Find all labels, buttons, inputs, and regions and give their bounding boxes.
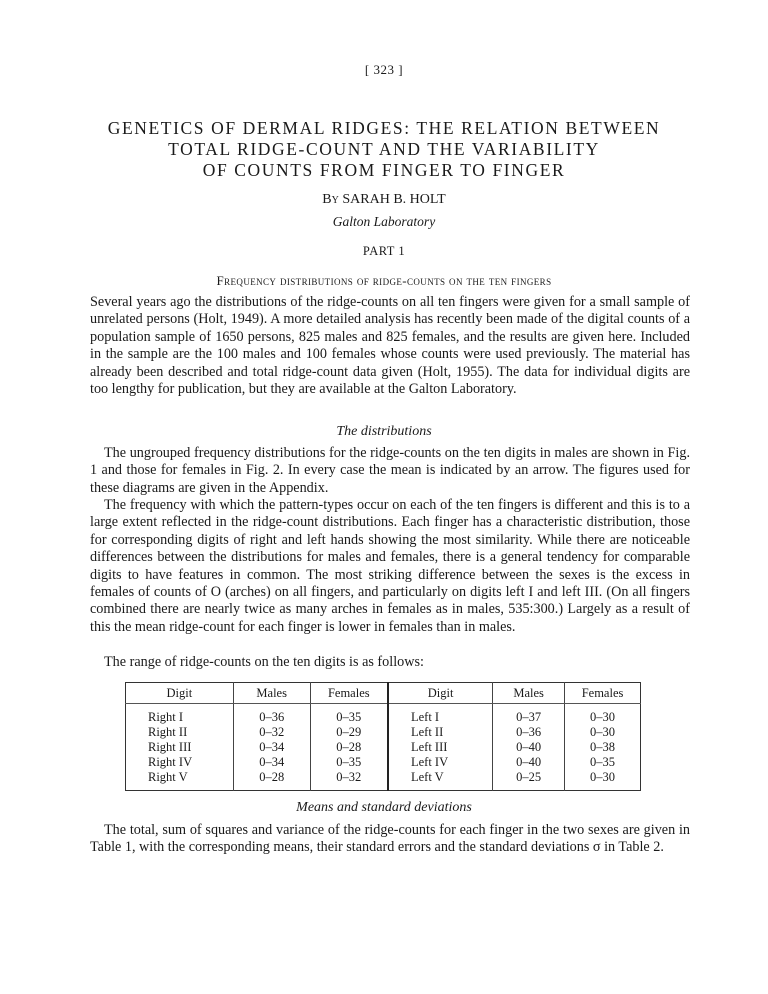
header-digit-left: Digit (388, 683, 493, 704)
left-males-column (493, 704, 565, 791)
subheading-means: Means and standard deviations (296, 800, 472, 815)
title-line-3: OF COUNTS FROM FINGER TO FINGER (202, 160, 566, 180)
right-females-column (310, 704, 388, 791)
right-digits-column (126, 704, 234, 791)
ridge-count-range-table (125, 682, 641, 791)
article-title (0, 118, 768, 181)
digit-label: Right II (148, 725, 188, 739)
range-value: 0–29 (336, 725, 362, 739)
part-label: PART 1 (362, 244, 406, 258)
digit-label: Right III (148, 740, 192, 754)
table-header-row (126, 683, 641, 704)
header-males-left: Males (493, 683, 565, 704)
range-value: 0–28 (336, 740, 362, 754)
left-digits-column (388, 704, 493, 791)
header-females-left: Females (565, 683, 641, 704)
range-intro: The range of ridge-counts on the ten digits is as follows: (104, 654, 424, 670)
section-heading: Frequency distributions of ridge-counts on the ten fingers (216, 273, 552, 288)
header-digit-right: Digit (126, 683, 234, 704)
digit-label: Right I (148, 710, 184, 724)
header-males-right: Males (233, 683, 310, 704)
range-value: 0–40 (516, 740, 542, 754)
header-females-right: Females (310, 683, 388, 704)
distributions-paragraph-2: The frequency with which the pattern-types occur on each of the ten fingers is different and this is to a large extent reflected in the ridge-count distributions. Each finger has a characteristic distribution, those for corresponding digits of right and left hands showing the most similarity. While there are noticeable differences between the distributions for males and females, there is a general tendency for comparable digits to have features in common. The most striking difference between the sexes is the excess in females of counts of O (arches) on all fingers, and particularly on digits left I and left III. (On all fingers combined there are nearly twice as many arches in females as in males, 535:300.) Largely as a result of this the mean ridge-count for each finger is lower in females than in males. (90, 497, 690, 635)
affiliation: Galton Laboratory (332, 214, 436, 229)
page-number: [ 323 ] (364, 62, 404, 77)
digit-label: Right IV (148, 755, 193, 769)
range-value: 0–28 (259, 770, 285, 784)
range-value: 0–35 (336, 755, 362, 769)
range-value: 0–37 (516, 710, 542, 724)
distributions-paragraph-1: The ungrouped frequency distributions for the ridge-counts on the ten digits in males are shown in Fig. 1 and those for females in Fig. 2. In every case the mean is indicated by an arrow. The figures used for these diagrams are given in the Appendix. (90, 445, 690, 496)
range-value: 0–32 (259, 725, 285, 739)
byline-prefix: By (322, 192, 339, 207)
title-line-2: TOTAL RIDGE-COUNT AND THE VARIABILITY (168, 139, 600, 159)
byline (0, 192, 768, 208)
range-value: 0–30 (590, 710, 616, 724)
digit-label: Right V (148, 770, 188, 784)
digit-label: Left III (410, 740, 448, 754)
means-paragraph: The total, sum of squares and variance of the ridge-counts for each finger in the two sexes are given in Table 1, with the corresponding means, their standard errors and the standard deviations σ in Table 2. (90, 822, 690, 856)
range-value: 0–34 (259, 755, 285, 769)
range-value: 0–35 (590, 755, 616, 769)
range-value: 0–32 (336, 770, 362, 784)
subheading-distributions: The distributions (336, 424, 432, 439)
digit-label: Left I (410, 710, 440, 724)
range-value: 0–35 (336, 710, 362, 724)
digit-label: Left IV (410, 755, 449, 769)
intro-paragraph: Several years ago the distributions of the ridge-counts on all ten fingers were given for a small sample of unrelated persons (Holt, 1949). A more detailed analysis has recently been made of the digital counts of a population sample of 1650 persons, 825 males and 825 females, and the results are given here. Included in the sample are the 100 males and 100 females whose counts were used previously. The material has already been described and total ridge-count data given (Holt, 1955). The data for individual digits are too lengthy for publication, but they are available at the Galton Laboratory. (90, 294, 690, 398)
author-name: SARAH B. HOLT (342, 192, 446, 207)
range-value: 0–36 (516, 725, 542, 739)
range-value: 0–30 (590, 725, 616, 739)
digit-label: Left V (410, 770, 444, 784)
right-males-column (233, 704, 310, 791)
digit-label: Left II (410, 725, 444, 739)
range-value: 0–36 (259, 710, 285, 724)
range-value: 0–40 (516, 755, 542, 769)
range-value: 0–38 (590, 740, 616, 754)
left-females-column (565, 704, 641, 791)
range-value: 0–30 (590, 770, 616, 784)
range-value: 0–25 (516, 770, 542, 784)
title-line-1: GENETICS OF DERMAL RIDGES: THE RELATION BETWEEN (107, 118, 661, 138)
table-body-row (126, 704, 641, 791)
range-value: 0–34 (259, 740, 285, 754)
